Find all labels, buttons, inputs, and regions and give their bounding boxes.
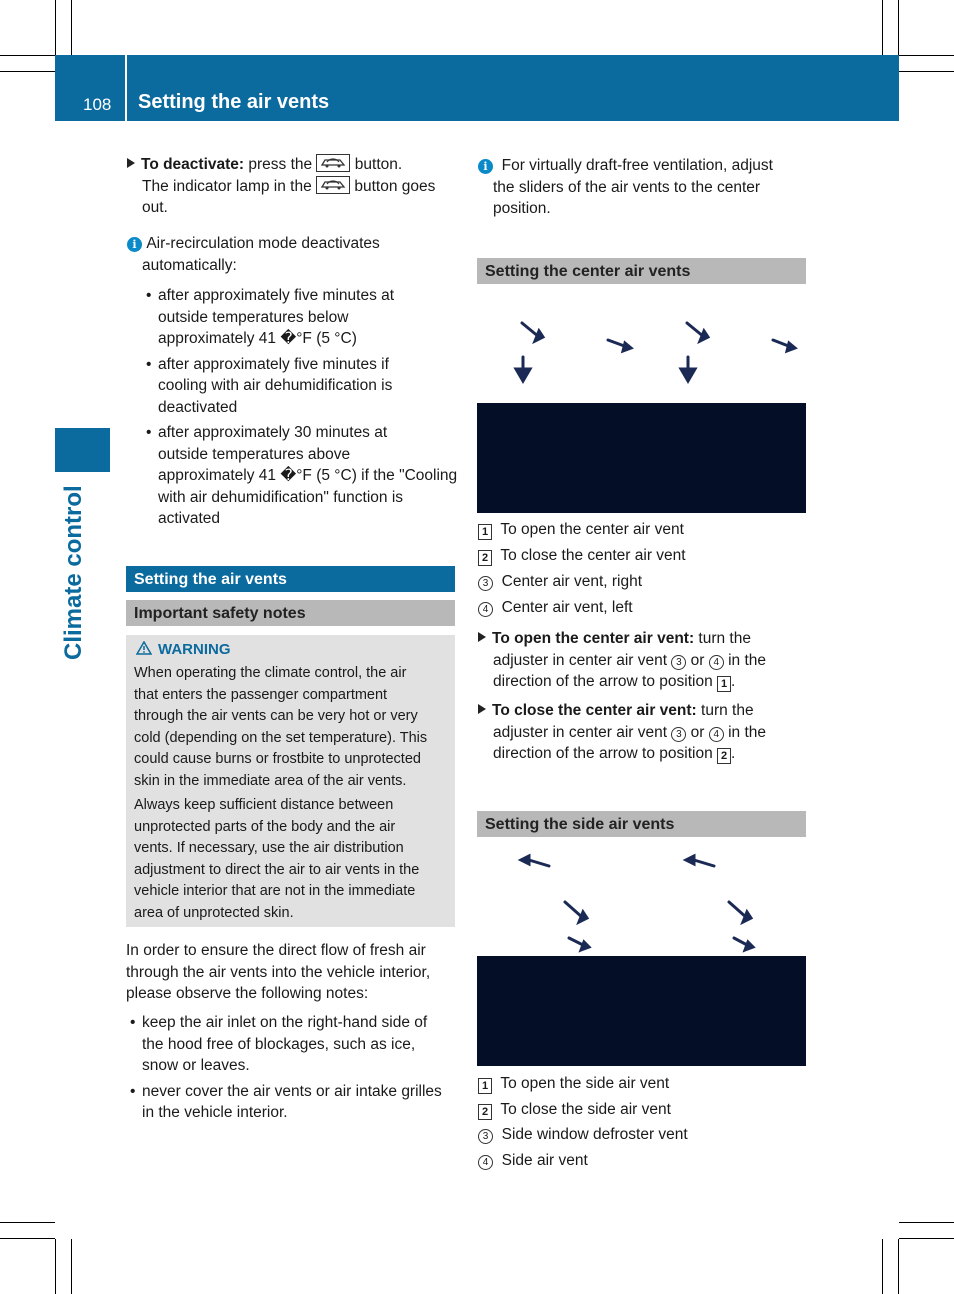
legend-item <box>478 1075 669 1094</box>
page-title: Setting the air vents <box>138 91 330 113</box>
recirc-bullet-list <box>146 285 466 530</box>
list-item-text: cooling with air dehumidification is <box>158 377 393 394</box>
warning-line: that enters the passenger compartment <box>134 686 388 703</box>
legend-item <box>478 1101 671 1120</box>
warning-text-2 <box>134 795 452 924</box>
section-heading: Setting the air vents <box>126 566 455 592</box>
side-vents-illustration <box>477 846 806 956</box>
step-text: in the <box>728 651 767 669</box>
crop-mark <box>55 1239 56 1294</box>
subsection-heading-center: Setting the center air vents <box>477 258 806 284</box>
info-draft-free <box>478 155 808 220</box>
list-item-text: deactivated <box>158 398 238 416</box>
step-text: turn the <box>701 702 754 719</box>
legend-number: 2 <box>478 550 492 566</box>
warning-line: Always keep sufficient distance between <box>134 797 394 813</box>
step-label: To close the center air vent: <box>492 702 697 719</box>
recirculation-button-icon <box>316 176 350 194</box>
step-arrow-icon <box>478 632 486 642</box>
legend-item <box>478 573 642 591</box>
warning-line: When operating the climate control, the air <box>134 665 407 681</box>
step-text: adjuster in center air vent <box>493 723 668 741</box>
crop-mark <box>898 1239 899 1294</box>
legend-text: To close the center air vent <box>500 547 686 564</box>
step-arrow-icon <box>478 704 486 714</box>
legend-text: Center air vent, left <box>501 599 633 616</box>
list-item: • never cover the air vents or air intake grilles in the vehicle interior. <box>130 1081 460 1124</box>
list-item-text: after approximately five minutes if <box>158 355 389 373</box>
list-item: • after approximately 30 minutes at outside temperatures above approximately 41 �°F (5 °C) if the "Cooling with air dehumidification" function is activated <box>146 422 466 530</box>
step-text: direction of the arrow to position <box>493 745 713 762</box>
list-item-text: never cover the air vents or air intake grilles <box>142 1082 442 1100</box>
deactivate-instruction <box>127 154 457 219</box>
step-text: press the <box>248 156 313 173</box>
crop-mark <box>0 1238 55 1239</box>
step-text: turn the <box>698 630 751 647</box>
info-text: Air-recirculation mode deactivates <box>146 235 380 252</box>
crop-mark <box>55 0 56 55</box>
legend-text: Side air vent <box>501 1152 588 1169</box>
step-label: To open the center air vent: <box>492 630 695 647</box>
legend-item <box>478 547 686 566</box>
warning-label: WARNING <box>158 641 231 658</box>
crop-mark <box>899 71 954 72</box>
list-item: • after approximately five minutes if cooling with air dehumidification is deactivated <box>146 354 466 419</box>
open-center-instruction: To open the center air vent: turn the adjuster in center air vent 3 or 4 in the direction of the arrow to position 1 . <box>478 628 808 693</box>
center-vents-photo <box>477 403 806 513</box>
crop-mark <box>0 1222 55 1223</box>
step-text: out. <box>142 199 168 216</box>
warning-line: cold (depending on the set temperature). This <box>134 729 428 746</box>
recirculation-button-icon <box>316 154 350 172</box>
callout-number: 2 <box>717 748 731 764</box>
legend-number: 3 <box>478 576 493 591</box>
info-text: position. <box>493 200 551 217</box>
info-text: the sliders of the air vents to the center <box>493 178 761 196</box>
paragraph-line: through the air vents into the vehicle interior, <box>126 963 431 981</box>
center-vents-illustration <box>477 295 806 403</box>
callout-number: 1 <box>717 676 731 692</box>
warning-box <box>126 635 455 927</box>
crop-mark <box>899 55 954 56</box>
warning-line: skin in the immediate area of the air vents. <box>134 772 407 789</box>
subsection-heading: Important safety notes <box>126 600 455 626</box>
legend-text: Side window defroster vent <box>501 1126 688 1143</box>
step-text: button goes <box>354 177 436 195</box>
step-text: The indicator lamp in the <box>142 177 312 195</box>
legend-item <box>478 521 684 540</box>
crop-mark <box>898 0 899 55</box>
legend-number: 4 <box>478 1155 493 1170</box>
warning-line: vehicle interior that are not in the immediate <box>134 883 416 899</box>
subsection-heading-side: Setting the side air vents <box>477 811 806 837</box>
close-center-instruction: To close the center air vent: turn the adjuster in center air vent 3 or 4 in the direction of the arrow to position 2 . <box>478 700 808 765</box>
info-icon: i <box>478 159 493 174</box>
vent-arrows-icon <box>477 846 806 956</box>
warning-triangle-icon <box>136 641 152 655</box>
crop-mark <box>899 1222 954 1223</box>
list-item-text: approximately 41 �°F (5 °C) if the "Cooling <box>158 467 458 484</box>
step-text: or <box>690 651 705 669</box>
notes-bullet-list <box>130 1012 460 1124</box>
step-text: button. <box>354 156 403 173</box>
header-divider <box>125 55 127 121</box>
list-item-text: with air dehumidification" function is <box>158 488 404 506</box>
info-recirculation <box>127 233 457 276</box>
list-item-text: in the vehicle interior. <box>142 1104 288 1121</box>
step-arrow-icon <box>127 158 135 168</box>
list-item-text: after approximately five minutes at <box>158 287 395 304</box>
side-vents-photo <box>477 956 806 1066</box>
warning-line: vents. If necessary, use the air distribution <box>134 840 404 856</box>
warning-text-1 <box>134 663 452 792</box>
vent-arrows-icon <box>477 295 806 403</box>
crop-mark <box>882 0 883 55</box>
list-item-text: outside temperatures below <box>158 308 349 326</box>
callout-number: 4 <box>709 655 724 670</box>
info-text: For virtually draft-free ventilation, adjust <box>501 157 773 174</box>
step-text: direction of the arrow to position <box>493 673 713 690</box>
list-item-text: after approximately 30 minutes at <box>158 424 388 441</box>
info-text: automatically: <box>142 256 237 274</box>
warning-line: adjustment to direct the air to air vents in the <box>134 861 420 878</box>
page-number: 108 <box>83 95 112 114</box>
warning-line: through the air vents can be very hot or very <box>134 708 418 724</box>
side-tab-label: Climate control <box>60 485 87 660</box>
legend-item <box>478 599 633 617</box>
paragraph-line: please observe the following notes: <box>126 985 369 1002</box>
legend-number: 4 <box>478 602 493 617</box>
crop-mark <box>0 71 55 72</box>
legend-number: 3 <box>478 1129 493 1144</box>
warning-line: could cause burns or frostbite to unprotected <box>134 751 421 767</box>
warning-line: unprotected parts of the body and the air <box>134 818 396 835</box>
crop-mark <box>71 0 72 55</box>
list-item-text: the hood free of blockages, such as ice, <box>142 1035 416 1053</box>
callout-number: 3 <box>671 727 686 742</box>
step-text: or <box>690 723 705 741</box>
list-item-text: snow or leaves. <box>142 1057 250 1074</box>
warning-header <box>136 639 231 661</box>
legend-number: 1 <box>478 1078 492 1094</box>
step-text: adjuster in center air vent <box>493 651 668 669</box>
info-icon: i <box>127 237 142 252</box>
legend-number: 1 <box>478 524 492 540</box>
list-item-text: outside temperatures above <box>158 445 351 463</box>
legend-text: Center air vent, right <box>501 573 643 590</box>
step-text: in the <box>728 723 767 741</box>
step-label: To deactivate: <box>141 156 245 173</box>
list-item-text: approximately 41 �°F (5 °C) <box>158 330 357 347</box>
crop-mark <box>0 55 55 56</box>
legend-text: To close the side air vent <box>500 1101 671 1118</box>
legend-text: To open the side air vent <box>500 1075 670 1092</box>
legend-item <box>478 1152 588 1170</box>
legend-number: 2 <box>478 1104 492 1120</box>
list-item: • keep the air inlet on the right-hand side of the hood free of blockages, such as ice, snow or leaves. <box>130 1012 460 1077</box>
callout-number: 3 <box>671 655 686 670</box>
legend-item <box>478 1126 688 1144</box>
list-item-text: activated <box>158 510 221 527</box>
crop-mark <box>71 1239 72 1294</box>
list-item-text: keep the air inlet on the right-hand side of <box>142 1014 428 1031</box>
paragraph-line: In order to ensure the direct flow of fresh air <box>126 942 426 959</box>
crop-mark <box>899 1238 954 1239</box>
intro-paragraph <box>126 940 461 1005</box>
warning-line: area of unprotected skin. <box>134 904 294 921</box>
list-item: • after approximately five minutes at outside temperatures below approximately 41 �°F (5 °C) <box>146 285 466 350</box>
callout-number: 4 <box>709 727 724 742</box>
page-header <box>55 55 899 121</box>
crop-mark <box>882 1239 883 1294</box>
legend-text: To open the center air vent <box>500 521 684 538</box>
